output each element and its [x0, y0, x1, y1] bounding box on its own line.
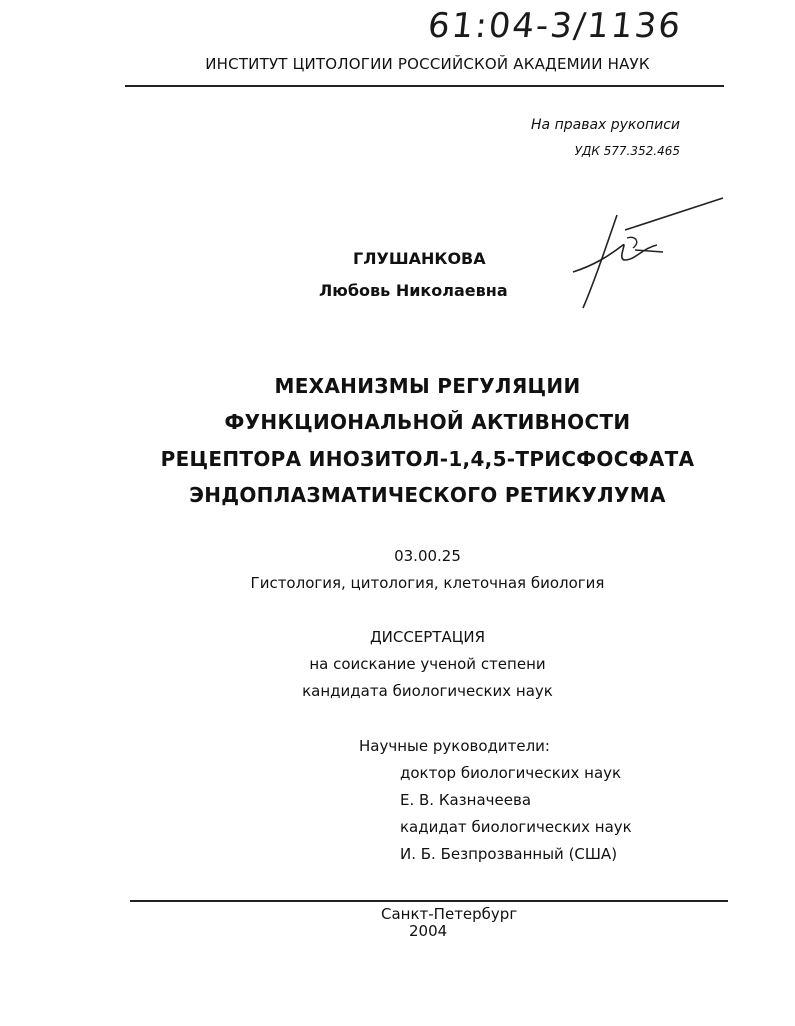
title-line-1: МЕХАНИЗМЫ РЕГУЛЯЦИИ: [274, 374, 581, 398]
footer-rule: [130, 900, 728, 902]
specialty-code: 03.00.25: [394, 547, 461, 565]
year: 2004: [409, 922, 448, 940]
supervisor-1-degree: доктор биологических наук: [400, 764, 622, 782]
manuscript-note: На правах рукописи: [531, 117, 680, 133]
title-line-3: РЕЦЕПТОРА ИНОЗИТОЛ-1,4,5-ТРИСФОСФАТА: [160, 447, 695, 471]
dissertation-heading: ДИССЕРТАЦИЯ: [369, 628, 486, 646]
author-first-names: Любовь Николаевна: [319, 281, 508, 300]
supervisor-2-degree: кадидат биологических наук: [400, 818, 632, 836]
city: Санкт-Петербург: [381, 905, 518, 923]
supervisor-2-name: И. Б. Безпрозванный (США): [400, 845, 618, 863]
supervisor-1-name: Е. В. Казначеева: [400, 791, 532, 809]
author-last-name: ГЛУШАНКОВА: [353, 249, 486, 268]
title-line-2: ФУНКЦИОНАЛЬНОЙ АКТИВНОСТИ: [224, 410, 631, 434]
title-line-4: ЭНДОПЛАЗМАТИЧЕСКОГО РЕТИКУЛУМА: [189, 483, 666, 507]
institute-name: ИНСТИТУТ ЦИТОЛОГИИ РОССИЙСКОЙ АКАДЕМИИ НАУК: [205, 55, 650, 73]
dissertation-line-2: кандидата биологических наук: [302, 682, 553, 700]
signature-icon: [565, 190, 735, 320]
archive-code: 61:04-3/1136: [425, 6, 684, 46]
specialty-name: Гистология, цитология, клеточная биология: [250, 574, 605, 592]
supervisors-heading: Научные руководители:: [359, 737, 550, 755]
udc-code: УДК 577.352.465: [574, 144, 680, 158]
header-rule: [125, 85, 724, 87]
dissertation-line-1: на соискание ученой степени: [309, 655, 546, 673]
